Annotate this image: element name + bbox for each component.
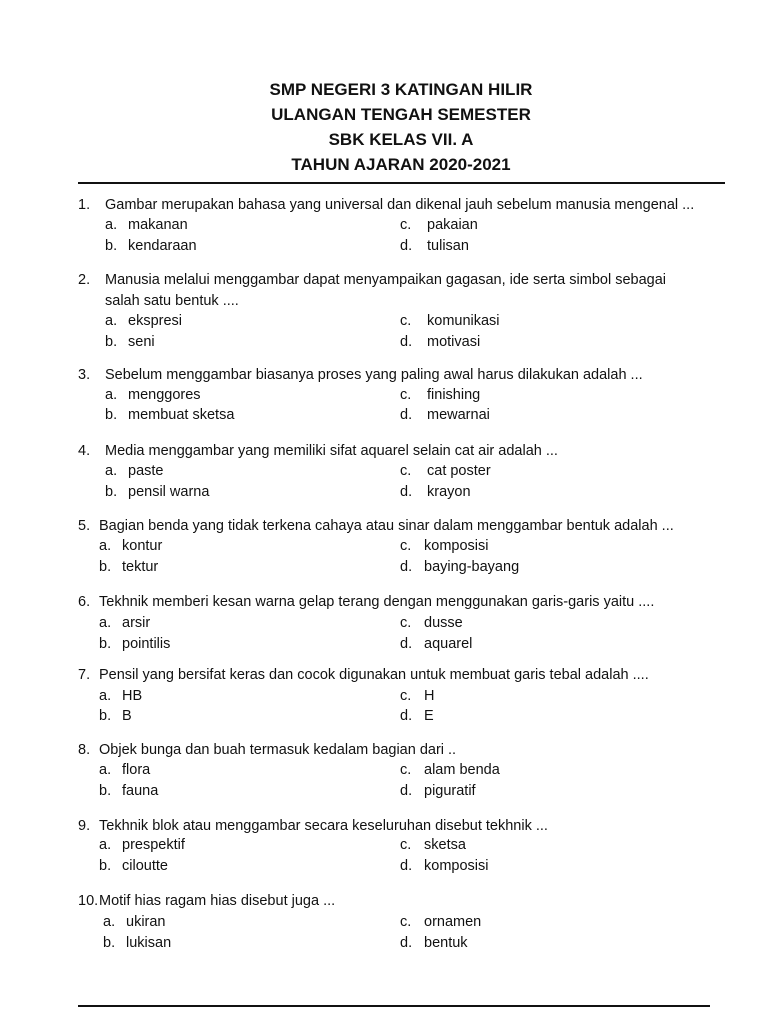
question-text: Bagian benda yang tidak terkena cahaya atau sinar dalam menggambar bentuk adalah ...: [99, 518, 674, 534]
option-letter: d.: [400, 783, 413, 799]
option-letter: c.: [400, 387, 412, 403]
option-text: prespektif: [122, 837, 185, 853]
option-letter: a.: [99, 538, 112, 554]
question-text: Sebelum menggambar biasanya proses yang paling awal harus dilakukan adalah ...: [105, 367, 643, 383]
option-letter: b.: [99, 708, 112, 724]
option-letter: c.: [400, 914, 412, 930]
option-text: seni: [128, 334, 155, 350]
option-text: komunikasi: [427, 313, 500, 329]
question-text: salah satu bentuk ....: [105, 293, 239, 309]
option-letter: b.: [99, 559, 112, 575]
option-text: dusse: [424, 615, 463, 631]
option-text: finishing: [427, 387, 481, 403]
option-text: menggores: [128, 387, 201, 403]
option-letter: b.: [105, 238, 118, 254]
exam-title: ULANGAN TENGAH SEMESTER: [271, 105, 531, 124]
option-letter: a.: [103, 914, 116, 930]
question-text: Tekhnik memberi kesan warna gelap terang dengan menggunakan garis-garis yaitu ....: [99, 594, 655, 610]
option-letter: c.: [400, 615, 412, 631]
option-letter: a.: [99, 615, 112, 631]
option-letter: b.: [99, 636, 112, 652]
option-text: pensil warna: [128, 484, 210, 500]
option-text: piguratif: [424, 783, 476, 799]
option-text: sketsa: [424, 837, 466, 853]
question-text: Manusia melalui menggambar dapat menyampaikan gagasan, ide serta simbol sebagai: [105, 272, 666, 288]
option-text: H: [424, 688, 435, 704]
question-number: 2.: [78, 272, 91, 288]
option-letter: c.: [400, 313, 412, 329]
question-text: Gambar merupakan bahasa yang universal dan dikenal jauh sebelum manusia mengenal ...: [105, 197, 695, 213]
option-text: kendaraan: [128, 238, 197, 254]
question-number: 1.: [78, 197, 91, 213]
option-text: ekspresi: [128, 313, 182, 329]
option-text: paste: [128, 463, 164, 479]
option-letter: c.: [400, 463, 412, 479]
option-letter: d.: [400, 935, 413, 951]
question-number: 10.: [78, 893, 99, 909]
option-text: membuat sketsa: [128, 407, 235, 423]
question-number: 9.: [78, 818, 91, 834]
option-text: ornamen: [424, 914, 482, 930]
footer-divider: [78, 1005, 710, 1007]
option-text: HB: [122, 688, 143, 704]
option-text: E: [424, 708, 434, 724]
option-text: lukisan: [126, 935, 172, 951]
option-text: tulisan: [427, 238, 469, 254]
question-text: Tekhnik blok atau menggambar secara keseluruhan disebut tekhnik ...: [99, 818, 548, 834]
subject-class: SBK KELAS VII. A: [328, 130, 474, 149]
header-divider: [78, 182, 725, 184]
option-letter: b.: [103, 935, 116, 951]
option-letter: b.: [105, 484, 118, 500]
option-letter: b.: [105, 407, 118, 423]
option-text: cat poster: [427, 463, 491, 479]
option-letter: b.: [99, 783, 112, 799]
option-text: motivasi: [427, 334, 481, 350]
option-letter: c.: [400, 688, 412, 704]
question-number: 6.: [78, 594, 91, 610]
option-letter: d.: [400, 708, 413, 724]
option-text: flora: [122, 762, 151, 778]
option-letter: a.: [105, 313, 118, 329]
option-letter: a.: [105, 463, 118, 479]
option-text: alam benda: [424, 762, 500, 778]
option-letter: d.: [400, 858, 413, 874]
option-letter: c.: [400, 538, 412, 554]
option-text: kontur: [122, 538, 163, 554]
option-text: komposisi: [424, 538, 489, 554]
option-letter: d.: [400, 334, 413, 350]
question-text: Motif hias ragam hias disebut juga ...: [99, 893, 336, 909]
option-letter: b.: [99, 858, 112, 874]
question-number: 7.: [78, 667, 91, 683]
option-letter: d.: [400, 407, 413, 423]
school-name: SMP NEGERI 3 KATINGAN HILIR: [269, 80, 533, 99]
option-text: pakaian: [427, 217, 478, 233]
question-text: Objek bunga dan buah termasuk kedalam bagian dari ..: [99, 742, 457, 758]
option-text: mewarnai: [427, 407, 490, 423]
question-number: 8.: [78, 742, 91, 758]
question-text: Pensil yang bersifat keras dan cocok digunakan untuk membuat garis tebal adalah ....: [99, 667, 649, 683]
option-letter: b.: [105, 334, 118, 350]
question-number: 4.: [78, 443, 91, 459]
academic-year: TAHUN AJARAN 2020-2021: [291, 155, 511, 174]
option-text: aquarel: [424, 636, 473, 652]
option-text: pointilis: [122, 636, 171, 652]
option-text: krayon: [427, 484, 471, 500]
option-letter: a.: [99, 762, 112, 778]
option-letter: d.: [400, 484, 413, 500]
option-text: fauna: [122, 783, 159, 799]
question-text: Media menggambar yang memiliki sifat aquarel selain cat air adalah ...: [105, 443, 558, 459]
option-text: komposisi: [424, 858, 489, 874]
option-letter: c.: [400, 217, 412, 233]
option-letter: a.: [105, 217, 118, 233]
option-letter: a.: [99, 688, 112, 704]
option-letter: d.: [400, 636, 413, 652]
question-number: 3.: [78, 367, 91, 383]
option-letter: c.: [400, 837, 412, 853]
option-text: ciloutte: [122, 858, 168, 874]
option-text: bentuk: [424, 935, 468, 951]
option-text: arsir: [122, 615, 151, 631]
option-text: tektur: [122, 559, 159, 575]
option-text: makanan: [128, 217, 188, 233]
option-text: B: [122, 708, 132, 724]
option-letter: d.: [400, 559, 413, 575]
option-text: ukiran: [126, 914, 166, 930]
option-letter: a.: [99, 837, 112, 853]
option-text: baying-bayang: [424, 559, 520, 575]
option-letter: c.: [400, 762, 412, 778]
question-number: 5.: [78, 518, 91, 534]
option-letter: a.: [105, 387, 118, 403]
option-letter: d.: [400, 238, 413, 254]
